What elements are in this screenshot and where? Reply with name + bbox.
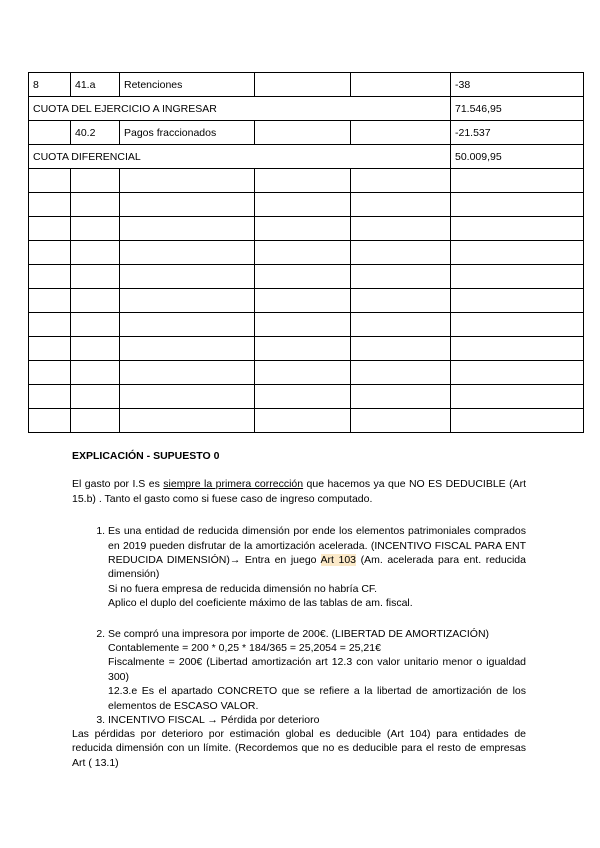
- table-cell: [451, 217, 584, 241]
- table-cell: [451, 169, 584, 193]
- section-heading: EXPLICACIÓN - SUPUESTO 0: [72, 450, 220, 462]
- table-cell: [351, 313, 451, 337]
- table-cell: [29, 217, 71, 241]
- table-cell: [255, 409, 351, 433]
- underlined-text: siempre la primera corrección: [163, 478, 304, 491]
- table-row-empty: [29, 313, 584, 337]
- table-cell: 40.2: [71, 121, 120, 145]
- table-row-cuota-ejercicio: [29, 97, 584, 121]
- intro-paragraph: [72, 477, 526, 506]
- table-row-empty: [29, 361, 584, 385]
- table-cell: [255, 217, 351, 241]
- table-cell: [29, 313, 71, 337]
- table-cell: 8: [29, 73, 71, 97]
- table-cell: [29, 361, 71, 385]
- table-row-empty: [29, 217, 584, 241]
- table-cell: [29, 409, 71, 433]
- table-cell: [451, 193, 584, 217]
- table-cell: [451, 241, 584, 265]
- table-cell: [29, 121, 71, 145]
- table-cell: [451, 265, 584, 289]
- table-cell: [71, 241, 120, 265]
- table-cell: [71, 385, 120, 409]
- table-cell: [120, 241, 255, 265]
- item3-text: INCENTIVO FISCAL → Pérdida por deterioro: [108, 714, 320, 727]
- table-cell: [29, 169, 71, 193]
- item2-line1: Se compró una impresora por importe de 200€. (LIBERTAD DE AMORTIZACIÓN): [108, 627, 490, 640]
- table-cell: [71, 409, 120, 433]
- table-row-pagos-fraccionados: [29, 121, 584, 145]
- table-cell: [120, 217, 255, 241]
- table-cell: 41.a: [71, 73, 120, 97]
- highlighted-article: Art 103: [320, 554, 357, 567]
- table-row-cuota-diferencial: [29, 145, 584, 169]
- table-row-empty: [29, 289, 584, 313]
- tax-table: [28, 72, 584, 433]
- table-cell: [71, 289, 120, 313]
- table-cell: [120, 337, 255, 361]
- explanation-section: [72, 449, 526, 728]
- table-cell: [255, 313, 351, 337]
- table-row-empty: [29, 409, 584, 433]
- table-cell: [120, 385, 255, 409]
- table-cell: [255, 265, 351, 289]
- table-cell: [71, 169, 120, 193]
- table-row-empty: [29, 169, 584, 193]
- table-row-empty: [29, 385, 584, 409]
- table-cell: [351, 169, 451, 193]
- table-cell: [29, 193, 71, 217]
- item1-text-rest: (Am. acelerada para ent. reducida dimensión): [108, 554, 526, 581]
- table-cell: [120, 193, 255, 217]
- table-cell: [120, 169, 255, 193]
- list-item-1: [108, 524, 526, 610]
- table-cell: [255, 289, 351, 313]
- table-cell: [351, 385, 451, 409]
- table-row-empty: [29, 241, 584, 265]
- table-cell: [29, 241, 71, 265]
- table-cell: [120, 289, 255, 313]
- table-cell: [255, 337, 351, 361]
- table-row-empty: [29, 265, 584, 289]
- closing-paragraph: Las pérdidas por deterioro por estimación global es deducible (Art 104) para entidades de reducida dimensión con un límite. (Recordemos que no es deducible para el resto de empresas Art ( 13.1): [72, 728, 526, 769]
- table-cell: [351, 193, 451, 217]
- table-cell: [120, 265, 255, 289]
- item1-line2: Si no fuera empresa de reducida dimensión no habría CF.: [108, 582, 378, 595]
- table-cell-amount: 71.546,95: [451, 97, 584, 121]
- table-cell: [255, 241, 351, 265]
- table-cell: [451, 385, 584, 409]
- table-cell: [451, 289, 584, 313]
- table-cell: [451, 337, 584, 361]
- table-cell: [351, 409, 451, 433]
- table-row-retenciones: [29, 73, 584, 97]
- list-item-3: [108, 713, 526, 727]
- table-cell-label: CUOTA DEL EJERCICIO A INGRESAR: [29, 97, 451, 121]
- intro-text-rest: que hacemos ya que NO ES DEDUCIBLE (Art 15.b) . Tanto el gasto como si fuese caso de ingreso computado.: [72, 478, 527, 505]
- table-cell: [255, 73, 351, 97]
- table-cell: [255, 169, 351, 193]
- table-cell: [29, 385, 71, 409]
- table-cell: [71, 217, 120, 241]
- table-cell: [351, 217, 451, 241]
- table-cell: [71, 313, 120, 337]
- table-row-empty: [29, 193, 584, 217]
- item2-line3: Fiscalmente = 200€ (Libertad amortización art 12.3 con valor unitario menor o igualdad 300): [108, 656, 526, 683]
- table-cell: [351, 361, 451, 385]
- table-cell: [351, 73, 451, 97]
- table-cell: Pagos fraccionados: [120, 121, 255, 145]
- table-cell: [71, 337, 120, 361]
- table-cell: [255, 385, 351, 409]
- table-cell: [351, 337, 451, 361]
- intro-text: El gasto por I.S es: [72, 478, 164, 491]
- table-cell: [451, 313, 584, 337]
- table-cell-amount: -21.537: [451, 121, 584, 145]
- table-cell: [71, 193, 120, 217]
- table-cell: [351, 241, 451, 265]
- table-cell-label: CUOTA DIFERENCIAL: [29, 145, 451, 169]
- table-cell: [120, 361, 255, 385]
- item2-line2: Contablemente = 200 * 0,25 * 184/365 = 25,2054 = 25,21€: [108, 642, 381, 655]
- table-cell: [120, 409, 255, 433]
- table-cell: [29, 337, 71, 361]
- table-row-empty: [29, 337, 584, 361]
- table-cell: [29, 289, 71, 313]
- table-cell: [351, 265, 451, 289]
- table-cell: [451, 361, 584, 385]
- table-cell: [255, 361, 351, 385]
- item1-text: Es una entidad de reducida dimensión por ende los elementos patrimoniales comprados en 2019 pueden disfrutar de la amortización acelerada. (INCENTIVO FISCAL PARA ENT REDUCIDA DIMENSIÓN)→ Entra en juego: [108, 525, 526, 567]
- explanation-list: [72, 524, 526, 727]
- table-cell: [255, 121, 351, 145]
- table-cell: [255, 193, 351, 217]
- table-cell: [351, 289, 451, 313]
- table-cell: [29, 265, 71, 289]
- table-cell: [120, 313, 255, 337]
- table-cell: [71, 361, 120, 385]
- table-cell-amount: 50.009,95: [451, 145, 584, 169]
- table-cell: [351, 121, 451, 145]
- table-cell: [71, 265, 120, 289]
- table-cell: [451, 409, 584, 433]
- list-item-2: [108, 627, 526, 713]
- item2-line4: 12.3.e Es el apartado CONCRETO que se refiere a la libertad de amortización de los elementos de ESCASO VALOR.: [108, 685, 526, 712]
- table-cell-amount: -38: [451, 73, 584, 97]
- table-cell: Retenciones: [120, 73, 255, 97]
- item1-line3: Aplico el duplo del coeficiente máximo de las tablas de am. fiscal.: [108, 597, 413, 610]
